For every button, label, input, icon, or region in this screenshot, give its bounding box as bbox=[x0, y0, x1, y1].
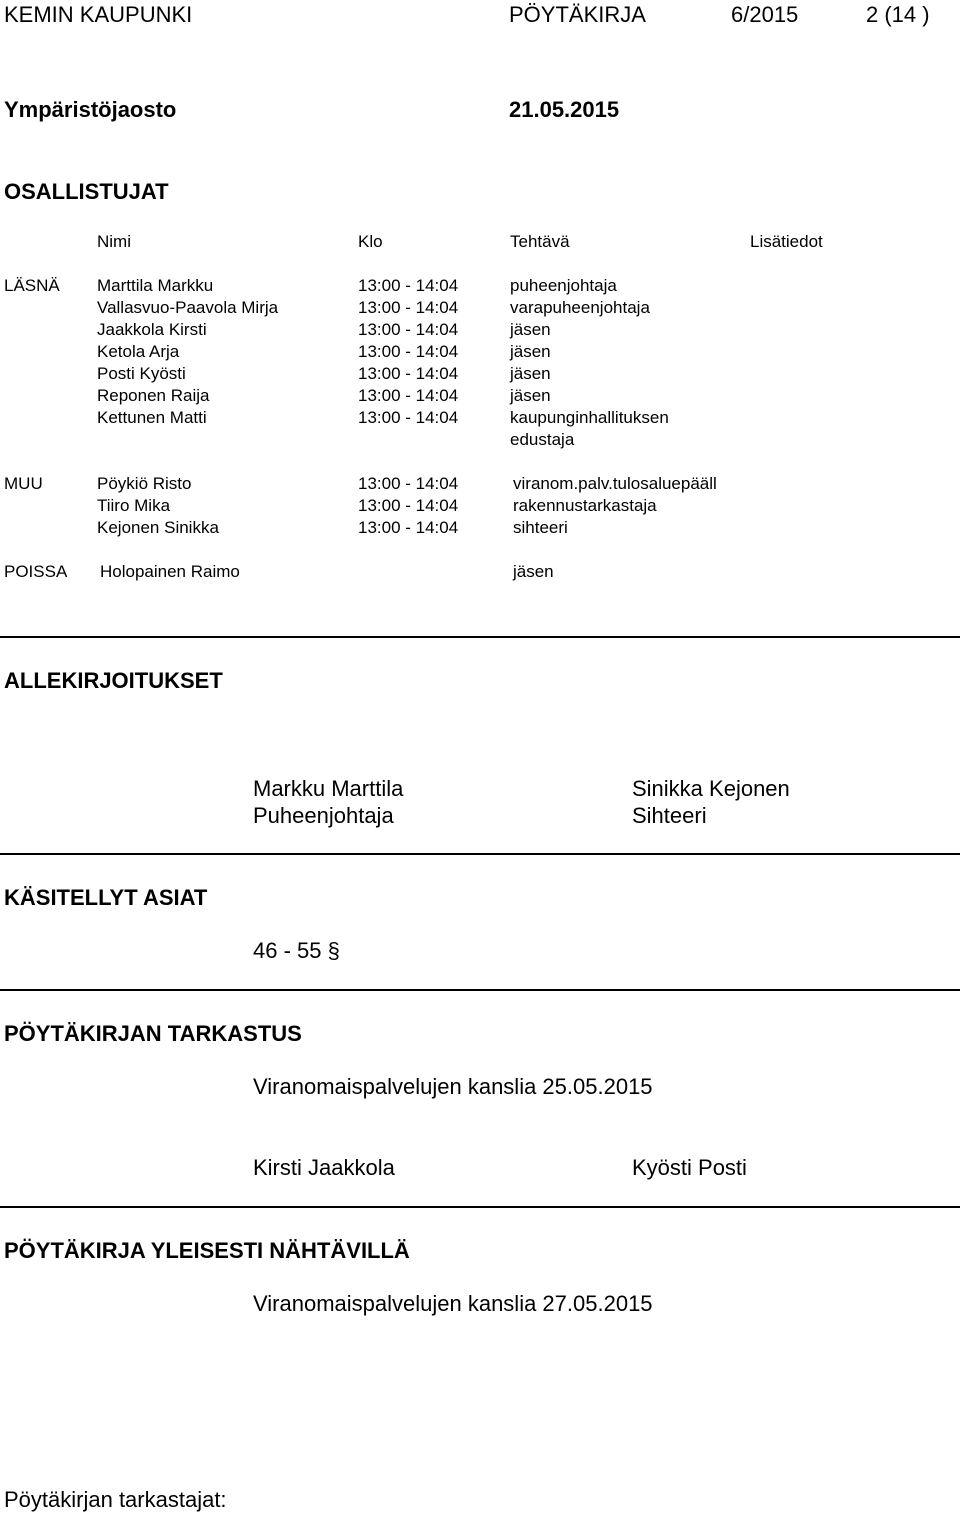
participant-role: jäsen bbox=[510, 364, 551, 383]
absent-label: POISSA bbox=[4, 562, 68, 581]
participant-name: Kejonen Sinikka bbox=[97, 518, 219, 537]
absent-name: Holopainen Raimo bbox=[100, 562, 240, 581]
org-name: KEMIN KAUPUNKI bbox=[4, 2, 193, 27]
participant-role: rakennustarkastaja bbox=[513, 496, 657, 515]
participants-title: OSALLISTUJAT bbox=[4, 179, 169, 204]
meeting-date: 21.05.2015 bbox=[509, 97, 620, 122]
participant-role: viranom.palv.tulosaluepääll bbox=[513, 474, 717, 493]
signer-left-role: Puheenjohtaja bbox=[253, 803, 394, 828]
col-header-role: Tehtävä bbox=[510, 232, 570, 251]
public-place-date: Viranomaispalvelujen kanslia 27.05.2015 bbox=[253, 1291, 653, 1316]
divider bbox=[0, 636, 960, 638]
items-title: KÄSITELLYT ASIAT bbox=[4, 885, 208, 910]
participant-role: jäsen bbox=[510, 320, 551, 339]
participant-name: Pöykiö Risto bbox=[97, 474, 192, 493]
other-label: MUU bbox=[4, 474, 43, 493]
doc-type: PÖYTÄKIRJA bbox=[509, 2, 646, 27]
reviewer-left-name: Kirsti Jaakkola bbox=[253, 1155, 395, 1180]
col-header-name: Nimi bbox=[97, 232, 131, 251]
participant-role: varapuheenjohtaja bbox=[510, 298, 650, 317]
participant-name: Ketola Arja bbox=[97, 342, 180, 361]
participant-time: 13:00 - 14:04 bbox=[358, 386, 459, 405]
items-range: 46 - 55 § bbox=[253, 938, 340, 963]
participant-role-cont: edustaja bbox=[510, 430, 575, 449]
participant-role: puheenjohtaja bbox=[510, 276, 617, 295]
participant-time: 13:00 - 14:04 bbox=[358, 518, 459, 537]
participant-name: Kettunen Matti bbox=[97, 408, 207, 427]
participant-name: Vallasvuo-Paavola Mirja bbox=[97, 298, 279, 317]
divider bbox=[0, 853, 960, 855]
review-place-date: Viranomaispalvelujen kanslia 25.05.2015 bbox=[253, 1074, 653, 1099]
doc-number: 6/2015 bbox=[731, 2, 799, 27]
participant-time: 13:00 - 14:04 bbox=[358, 474, 459, 493]
reviewers-label: Pöytäkirjan tarkastajat: bbox=[4, 1487, 227, 1512]
page-number: 2 (14 ) bbox=[866, 2, 930, 27]
review-title: PÖYTÄKIRJAN TARKASTUS bbox=[4, 1021, 302, 1046]
col-header-info: Lisätiedot bbox=[750, 232, 823, 251]
signer-right-role: Sihteeri bbox=[632, 803, 707, 828]
participant-role: sihteeri bbox=[513, 518, 568, 537]
participant-time: 13:00 - 14:04 bbox=[358, 320, 459, 339]
participant-role: kaupunginhallituksen bbox=[510, 408, 669, 427]
participant-time: 13:00 - 14:04 bbox=[358, 276, 459, 295]
participant-time: 13:00 - 14:04 bbox=[358, 342, 459, 361]
signatures-title: ALLEKIRJOITUKSET bbox=[4, 668, 223, 693]
col-header-time: Klo bbox=[358, 232, 383, 251]
participant-time: 13:00 - 14:04 bbox=[358, 408, 459, 427]
present-label: LÄSNÄ bbox=[4, 276, 60, 295]
signer-right-name: Sinikka Kejonen bbox=[632, 776, 790, 801]
participant-time: 13:00 - 14:04 bbox=[358, 364, 459, 383]
divider bbox=[0, 989, 960, 991]
participant-name: Tiiro Mika bbox=[97, 496, 171, 515]
body-name: Ympäristöjaosto bbox=[4, 97, 177, 122]
divider bbox=[0, 1206, 960, 1208]
reviewer-right-name: Kyösti Posti bbox=[632, 1155, 747, 1180]
participant-time: 13:00 - 14:04 bbox=[358, 496, 459, 515]
participant-time: 13:00 - 14:04 bbox=[358, 298, 459, 317]
participant-role: jäsen bbox=[510, 342, 551, 361]
absent-role: jäsen bbox=[513, 562, 554, 581]
participant-name: Jaakkola Kirsti bbox=[97, 320, 207, 339]
participant-name: Reponen Raija bbox=[97, 386, 210, 405]
participant-name: Marttila Markku bbox=[97, 276, 214, 295]
participant-role: jäsen bbox=[510, 386, 551, 405]
public-title: PÖYTÄKIRJA YLEISESTI NÄHTÄVILLÄ bbox=[4, 1238, 410, 1263]
signer-left-name: Markku Marttila bbox=[253, 776, 404, 801]
participant-name: Posti Kyösti bbox=[97, 364, 186, 383]
